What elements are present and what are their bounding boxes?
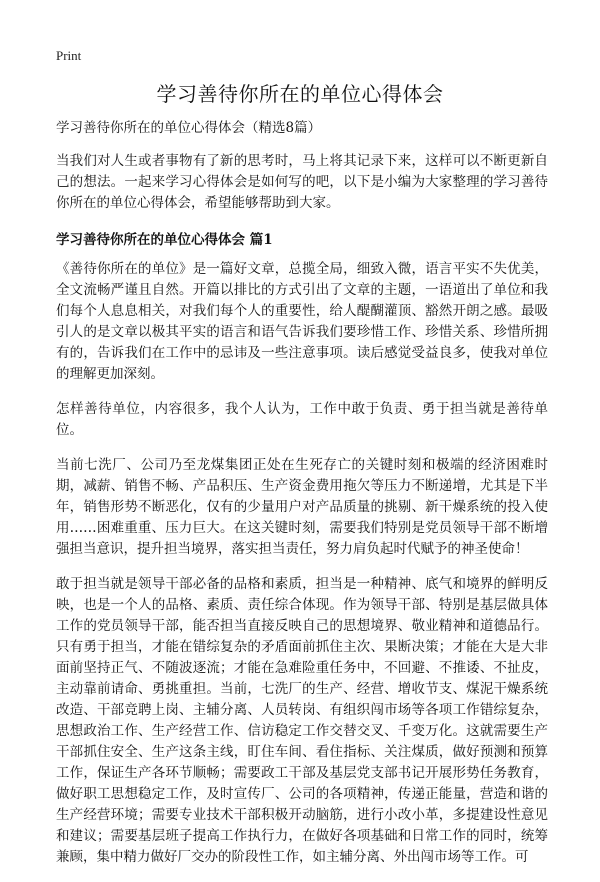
document-subtitle: 学习善待你所在的单位心得体会（精选8篇） xyxy=(56,120,322,136)
body-paragraph: 怎样善待单位，内容很多，我个人认为，工作中敢于负责、勇于担当就是善待单位。 xyxy=(56,401,548,438)
body-paragraph: 当前七洗厂、公司乃至龙煤集团正处在生死存亡的关键时刻和极端的经济困难时期，减薪、销售不畅、产品积压、生产资金费用拖欠等压力不断递增，尤其是下半年，销售形势不断恶化，仅有的少量用户对产品质量的挑剔、新干燥系统的投入使用……困难重重、压力巨大。在这关键时刻，需要我们特别是党员领导干部不断增强担当意识，提升担当境界，落实担当责任，努力肩负起时代赋予的神圣使命！ xyxy=(56,457,548,557)
body-paragraph: 敢于担当就是领导干部必备的品格和素质，担当是一种精神、底气和境界的鲜明反映，也是一个人的品格、素质、责任综合体现。作为领导干部、特别是基层做具体工作的党员领导干部，能否担当直接反映自己的思想境界、敬业精神和道德品行。只有勇于担当，才能在错综复杂的矛盾面前抓住主次、果断决策；才能在大是大非面前坚持正气、不随波逐流；才能在急难险重任务中，不回避、不推诿、不扯皮，主动靠前请命、勇挑重担。当前，七洗厂的生产、经营、增收节支、煤泥干燥系统改造、干部竞聘上岗、主辅分离、人员转岗、有组织闯市场等各项工作错综复杂，思想政治工作、生产经营工作、信访稳定工作交替交叉、千变万化。这就需要生产干部抓住安全、生产这条主线，盯住车间、看住指标、关注煤质，做好预测和预算工作，保证生产各环节顺畅；需要政工干部及基层党支部书记开展形势任务教育，做好职工思想稳定工作，及时宣传厂、公司的各项精神，传递正能量，营造和谐的生产经营环境；需要专业技术干部积极开动脑筋，进行小改小革，多提建设性意见和建议；需要基层班子提高工作执行力，在做好各项基础和日常工作的同时，统筹兼顾，集中精力做好厂交办的阶段性工作，如主辅分离、外出闯市场等工作。可 xyxy=(56,576,548,865)
section-heading: 学习善待你所在的单位心得体会 篇1 xyxy=(56,232,273,248)
page-title: 学习善待你所在的单位心得体会 xyxy=(156,82,444,106)
body-paragraph: 《善待你所在的单位》是一篇好文章，总揽全局，细致入微，语言平实不失优美，全文流畅严谨且自然。开篇以排比的方式引出了文章的主题，一语道出了单位和我们每个人息息相关，对我们每个人的重要性，给人醍醐灌顶、豁然开朗之感。最吸引人的是文章以极其平实的语言和语气告诉我们要珍惜工作、珍惜关系、珍惜所拥有的，告诉我们在工作中的忌讳及一些注意事项。读后感觉受益良多，使我对单位的理解更加深刻。 xyxy=(56,261,548,382)
document-body xyxy=(56,118,548,882)
intro-paragraph: 当我们对人生或者事物有了新的思考时，马上将其记录下来，这样可以不断更新自己的想法。一起来学习心得体会是如何写的吧，以下是小编为大家整理的学习善待你所在的单位心得体会，希望能够帮助到大家。 xyxy=(56,153,548,211)
print-link[interactable]: Print xyxy=(56,48,82,63)
